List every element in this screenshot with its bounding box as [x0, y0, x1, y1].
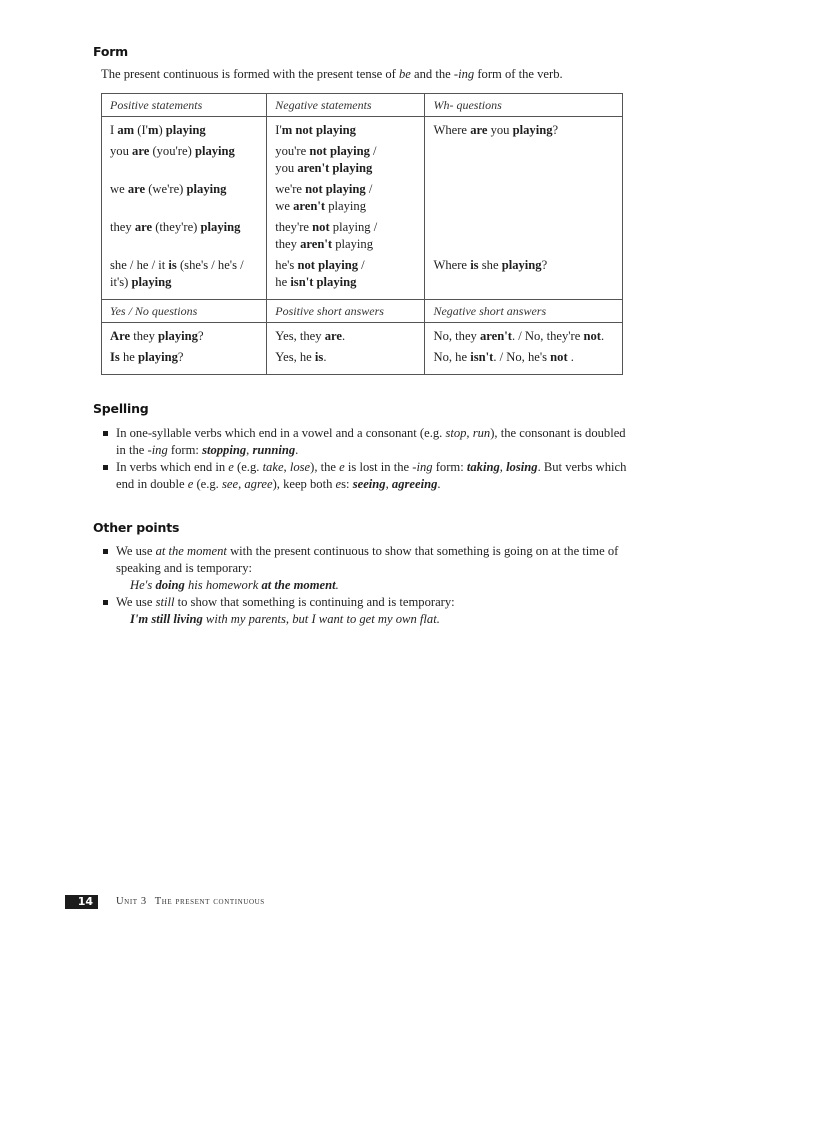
table-header-row	[102, 300, 623, 323]
bullet-icon	[103, 431, 108, 436]
table-cell: you're not playing / you aren't playing	[267, 139, 425, 177]
running-footer	[116, 896, 265, 907]
table-cell: she / he / it is (she's / he's / it's) playing	[102, 253, 267, 300]
spelling-list	[101, 425, 631, 493]
table-cell: you are (you're) playing	[102, 139, 267, 177]
list-item: We use at the moment with the present continuous to show that something is going on at the time of speaking and is temporary: He's doing his homework at the moment.	[101, 543, 631, 594]
table-row	[102, 253, 623, 300]
table-cell: Where are you playing?	[425, 117, 623, 140]
table-cell: Yes, he is.	[267, 345, 425, 375]
table-cell: I'm not playing	[267, 117, 425, 140]
table-row	[102, 177, 623, 215]
other-points-list	[101, 543, 631, 628]
table-cell: Is he playing?	[102, 345, 267, 375]
list-item: In verbs which end in e (e.g. take, lose), the e is lost in the -ing form: taking, losing. But verbs which end in double e (e.g. see, agree), keep both es: seeing, agreeing.	[101, 459, 631, 493]
page-number: 14	[65, 895, 98, 909]
table-row	[102, 345, 623, 375]
column-header: Negative statements	[267, 94, 425, 117]
bullet-icon	[103, 465, 108, 470]
table-header-row	[102, 94, 623, 117]
column-header: Negative short answers	[425, 300, 623, 323]
table-row	[102, 323, 623, 346]
table-cell: No, he isn't. / No, he's not .	[425, 345, 623, 375]
table-cell: Where is she playing?	[425, 253, 623, 300]
table-cell: they are (they're) playing	[102, 215, 267, 253]
table-cell: we're not playing / we aren't playing	[267, 177, 425, 215]
list-item: We use still to show that something is continuing and is temporary: I'm still living with my parents, but I want to get my own flat.	[101, 594, 631, 628]
example-sentence: I'm still living with my parents, but I want to get my own flat.	[130, 612, 440, 626]
table-row	[102, 215, 623, 253]
table-cell: we are (we're) playing	[102, 177, 267, 215]
bullet-icon	[103, 600, 108, 605]
table-cell: No, they aren't. / No, they're not.	[425, 323, 623, 346]
table-cell: I am (I'm) playing	[102, 117, 267, 140]
form-intro: The present continuous is formed with the present tense of be and the -ing form of the verb.	[101, 67, 563, 81]
table-cell	[425, 139, 623, 177]
table-cell: he's not playing / he isn't playing	[267, 253, 425, 300]
column-header: Positive statements	[102, 94, 267, 117]
bullet-icon	[103, 549, 108, 554]
table-cell: Yes, they are.	[267, 323, 425, 346]
unit-title: The present continuous	[154, 896, 265, 907]
table-cell	[425, 177, 623, 215]
column-header: Positive short answers	[267, 300, 425, 323]
table-cell: they're not playing / they aren't playing	[267, 215, 425, 253]
spelling-heading: Spelling	[93, 401, 149, 416]
table-row	[102, 139, 623, 177]
table-cell	[425, 215, 623, 253]
table-cell: Are they playing?	[102, 323, 267, 346]
list-item: In one-syllable verbs which end in a vowel and a consonant (e.g. stop, run), the consonant is doubled in the -ing form: stopping, running.	[101, 425, 631, 459]
unit-label: Unit 3	[116, 896, 147, 907]
example-sentence: He's doing his homework at the moment.	[130, 578, 339, 592]
table-row	[102, 117, 623, 140]
form-heading: Form	[93, 44, 129, 59]
conjugation-table	[101, 93, 623, 375]
column-header: Yes / No questions	[102, 300, 267, 323]
column-header: Wh- questions	[425, 94, 623, 117]
other-points-heading: Other points	[93, 520, 180, 535]
